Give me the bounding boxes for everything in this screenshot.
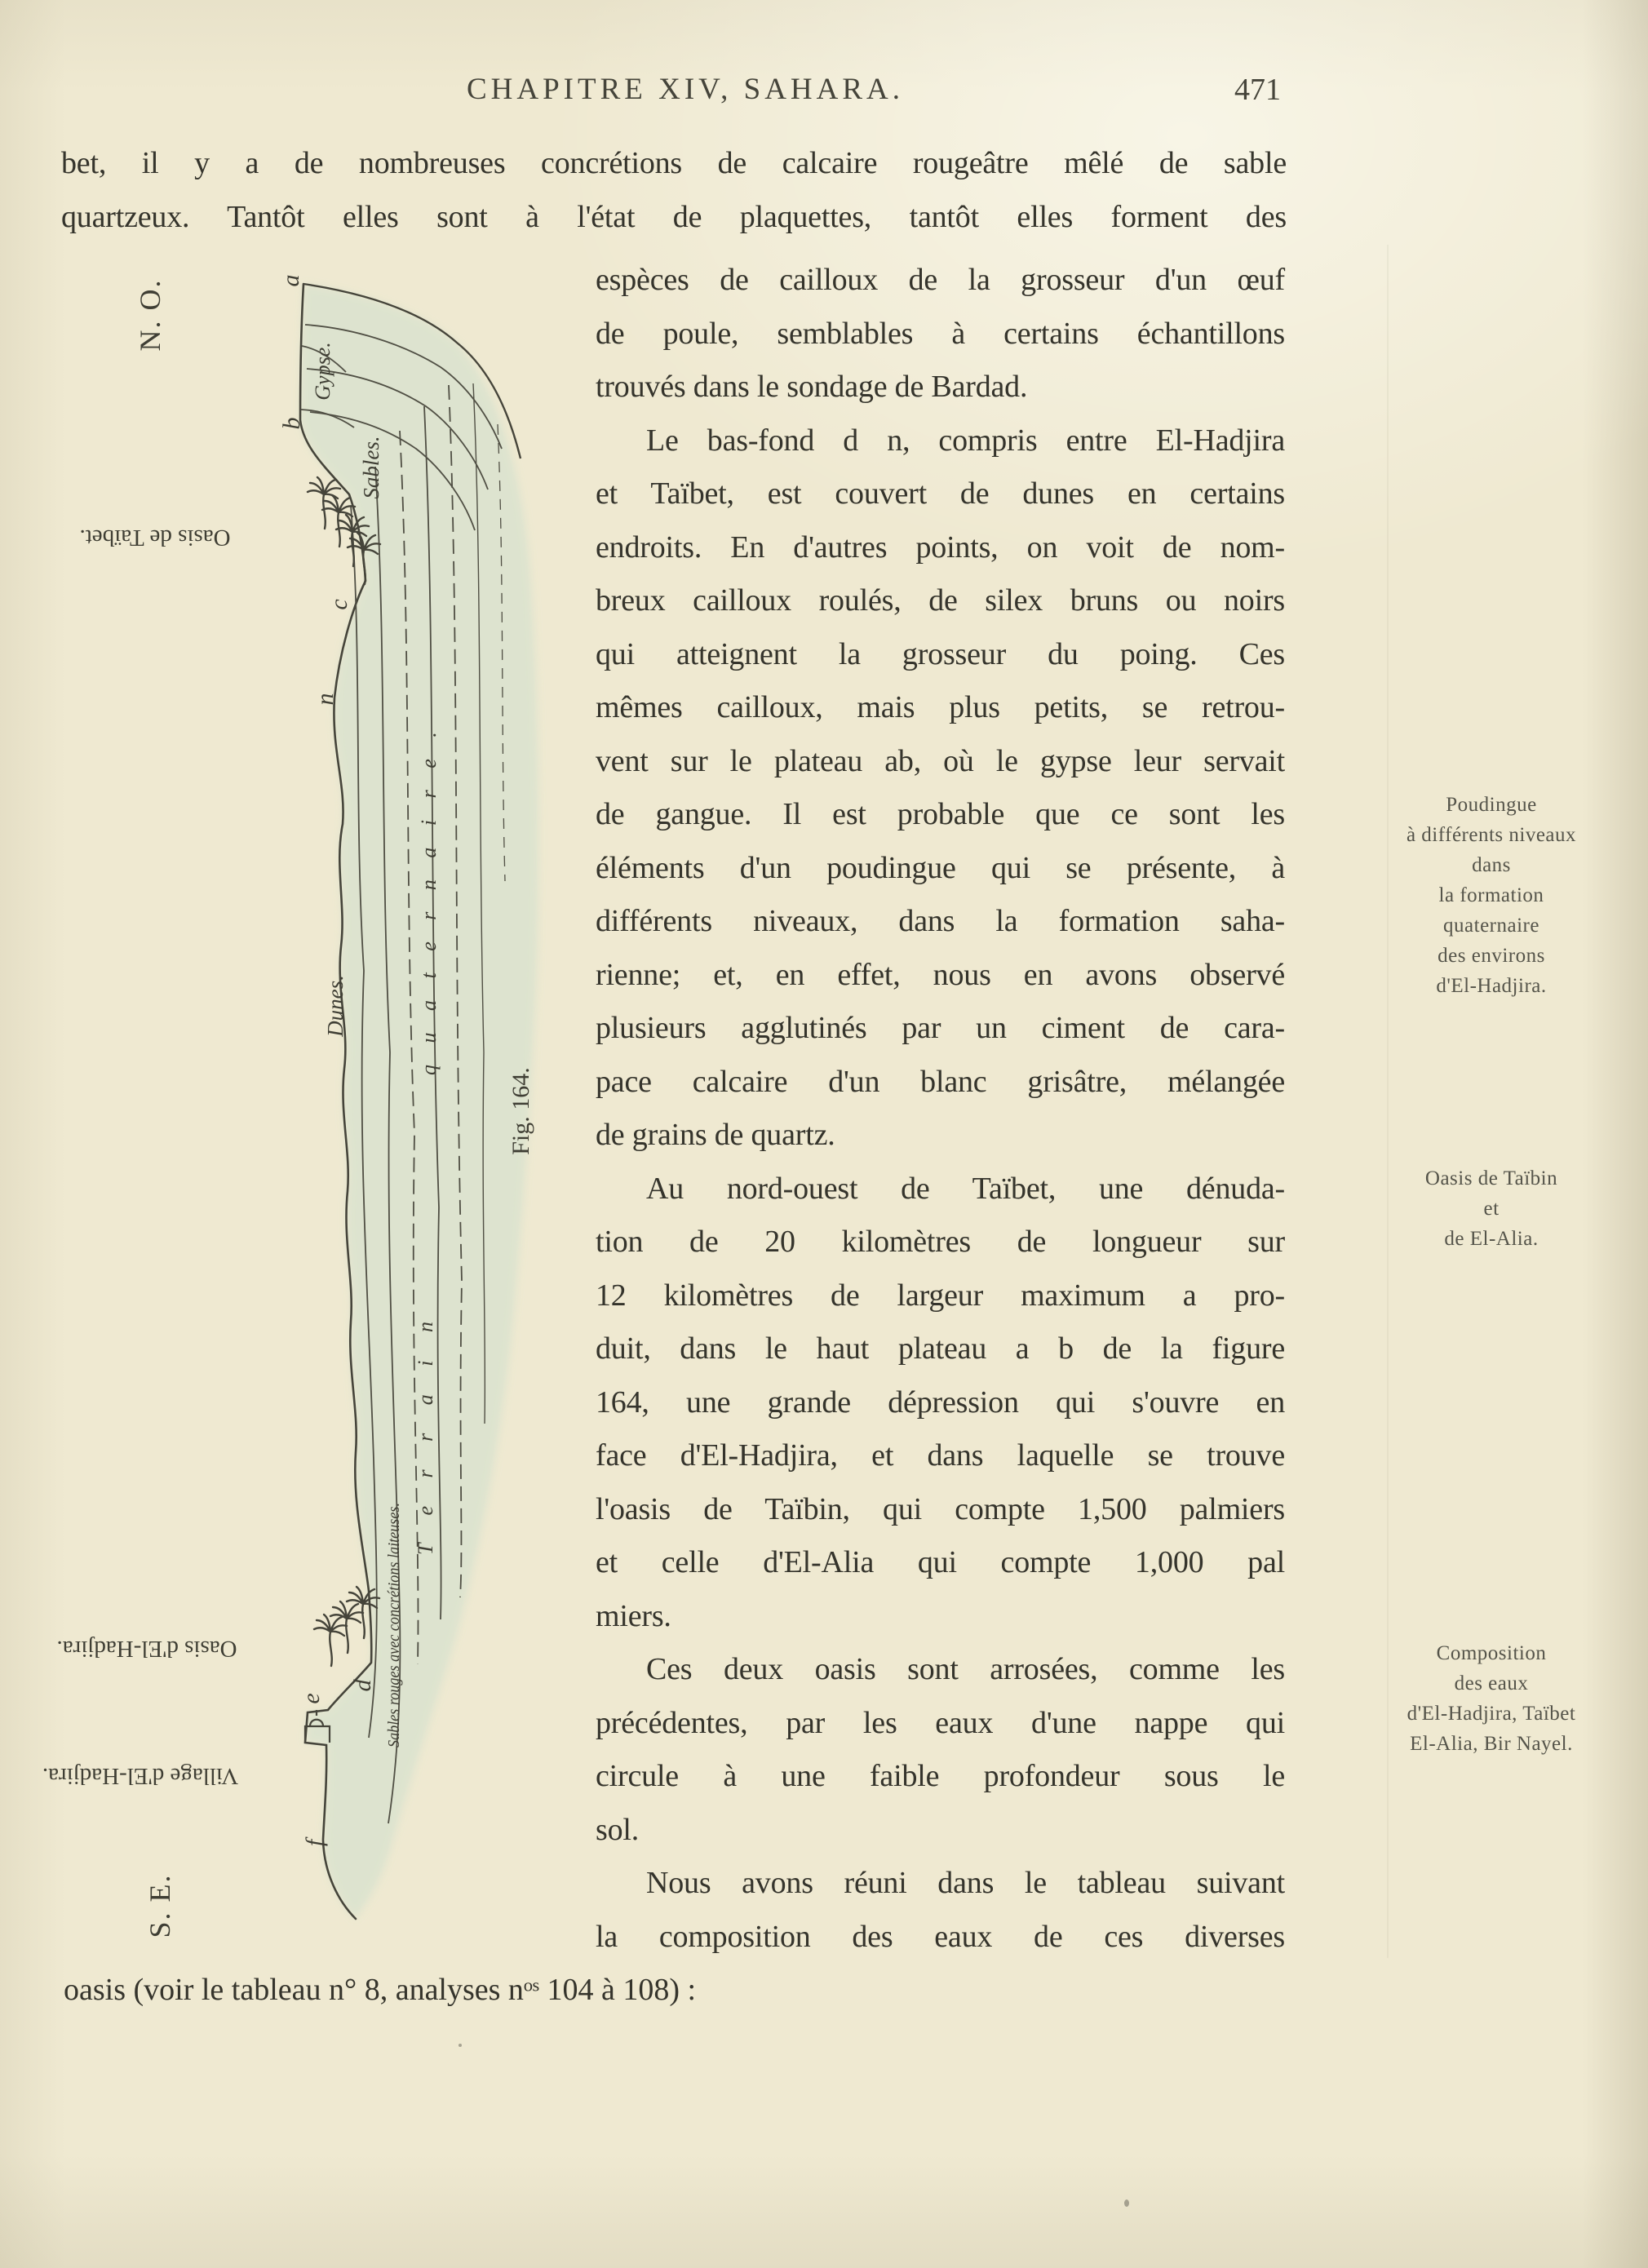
margin-note-line: Composition [1436,1642,1547,1664]
margin-note-line: des environs [1438,945,1545,967]
point-label-f: f [301,1839,328,1847]
text-line: face d'El-Hadjira, et dans laquelle se trouve [596,1438,1285,1473]
compass-se-label: S. E. [144,1873,176,1938]
point-label-b: b [278,417,305,430]
text-line: breux cailloux roulés, de silex bruns ou noirs [596,583,1285,618]
text-line: éléments d'un poudingue qui se présente, à [596,850,1285,885]
closing-line: oasis (voir le tableau n° 8, analyses nᵒˢ 104 à 108) : [64,1973,697,2007]
margin-note-line: des eaux [1454,1672,1529,1694]
margin-note-line: d'El-Hadjira. [1436,975,1547,997]
point-label-c: c [326,599,352,610]
oasis-el-hadjira-label: Oasis d'El-Hadjira. [56,1636,237,1662]
point-label-a: a [277,274,304,287]
text-line: et celle d'El-Alia qui compte 1,000 pal [596,1545,1285,1579]
text-line: miers. [596,1598,671,1633]
text-line: quartzeux. Tantôt elles sont à l'état de plaquettes, tantôt elles forment des [61,199,1287,234]
scan-speck [459,2044,462,2047]
village-el-hadjira-label: Village d'El-Hadjira. [42,1763,239,1789]
text-line: bet, il y a de nombreuses concrétions de calcaire rougeâtre mêlé de sable [61,146,1287,180]
text-line: 164, une grande dépression qui s'ouvre en [596,1384,1285,1420]
text-line: de poule, semblables à certains échantillons [596,316,1285,351]
point-label-d: d [349,1679,376,1692]
figure-caption: Fig. 164. [507,1067,534,1155]
text-line: Nous avons réuni dans le tableau suivant [646,1866,1285,1900]
chapter-title: CHAPITRE XIV, SAHARA. [466,73,905,106]
text-line: mêmes cailloux, mais plus petits, se retrou- [596,690,1285,724]
text-line: de gangue. Il est probable que ce sont les [596,797,1285,831]
margin-note-composition [1340,1638,1643,1759]
compass-no-label: N. O. [134,278,166,352]
text-line: sol. [596,1812,640,1847]
dunes-label: Dunes. [323,975,348,1037]
text-line: et Taïbet, est couvert de dunes en certains [596,476,1285,511]
page-fold-line [1387,245,1389,1958]
scan-speck [1124,2199,1129,2207]
text-line: qui atteignent la grosseur du poing. Ces [596,636,1285,671]
oasis-el-hadjira-palms [314,1587,379,1666]
margin-note-line: El-Alia, Bir Nayel. [1410,1733,1573,1755]
text-line: Ces deux oasis sont arrosées, comme les [646,1652,1285,1686]
main-text-column [596,254,1285,1964]
text-line: l'oasis de Taïbin, qui compte 1,500 palmiers [596,1491,1285,1526]
margin-note-oasis [1340,1163,1643,1254]
text-line: la composition des eaux de ces diverses [596,1919,1285,1954]
point-label-e: e [298,1693,325,1704]
text-line: trouvés dans le sondage de Bardad. [596,370,1028,404]
margin-note-line: Oasis de Taïbin [1424,1167,1558,1189]
margin-note-line: dans [1472,854,1511,876]
text-line: Au nord-ouest de Taïbet, une dénuda- [646,1171,1285,1206]
margin-note-line: la formation [1438,884,1544,906]
text-line: 12 kilomètres de largeur maximum a pro- [596,1278,1285,1313]
text-line: plusieurs agglutinés par un ciment de cara- [596,1011,1285,1045]
terrain-label: T e r r a i n [414,1310,437,1555]
text-line: différents niveaux, dans la formation saha- [596,904,1285,938]
text-line: tion de 20 kilomètres de longueur sur [596,1225,1285,1259]
text-line: duit, dans le haut plateau a b de la figure [596,1331,1285,1366]
text-line: pace calcaire d'un blanc grisâtre, mélangée [596,1064,1285,1099]
margin-note-line: de El-Alia. [1444,1228,1539,1250]
quaternaire-label: q u a t e r n a i r e . [417,724,441,1075]
text-line: vent sur le plateau ab, où le gypse leur servait [596,743,1285,778]
intro-paragraph [61,137,1287,244]
text-line: circule à une faible profondeur sous le [596,1759,1285,1793]
margin-note-poudingue [1340,790,1643,1001]
sables-rouges-label: Sables rouges avec concrétions laiteuses. [385,1477,403,1748]
text-line: de grains de quartz. [596,1118,835,1152]
text-line: Le bas-fond d n, compris entre El-Hadjira [646,423,1285,458]
text-line: rienne; et, en effet, nous en avons observé [596,957,1285,992]
margin-note-line: quaternaire [1443,915,1539,937]
point-label-n: n [312,693,339,706]
oasis-taibet-label: Oasis de Taïbet. [79,525,231,551]
text-line: précédentes, par les eaux d'une nappe qui [596,1705,1285,1740]
margin-note-line: et [1483,1198,1500,1220]
margin-note-line: d'El-Hadjira, Taïbet [1407,1703,1576,1725]
text-line: endroits. En d'autres points, on voit de nom- [596,529,1285,565]
page-number: 471 [1234,73,1281,107]
text-line: espèces de cailloux de la grosseur d'un œuf [596,263,1285,297]
margin-note-line: Poudingue [1446,794,1537,816]
margin-note-line: à différents niveaux [1406,824,1577,846]
geological-section-figure [24,245,579,1982]
sables-label: Sables. [359,436,383,499]
gypse-label: Gypse. [311,342,334,401]
